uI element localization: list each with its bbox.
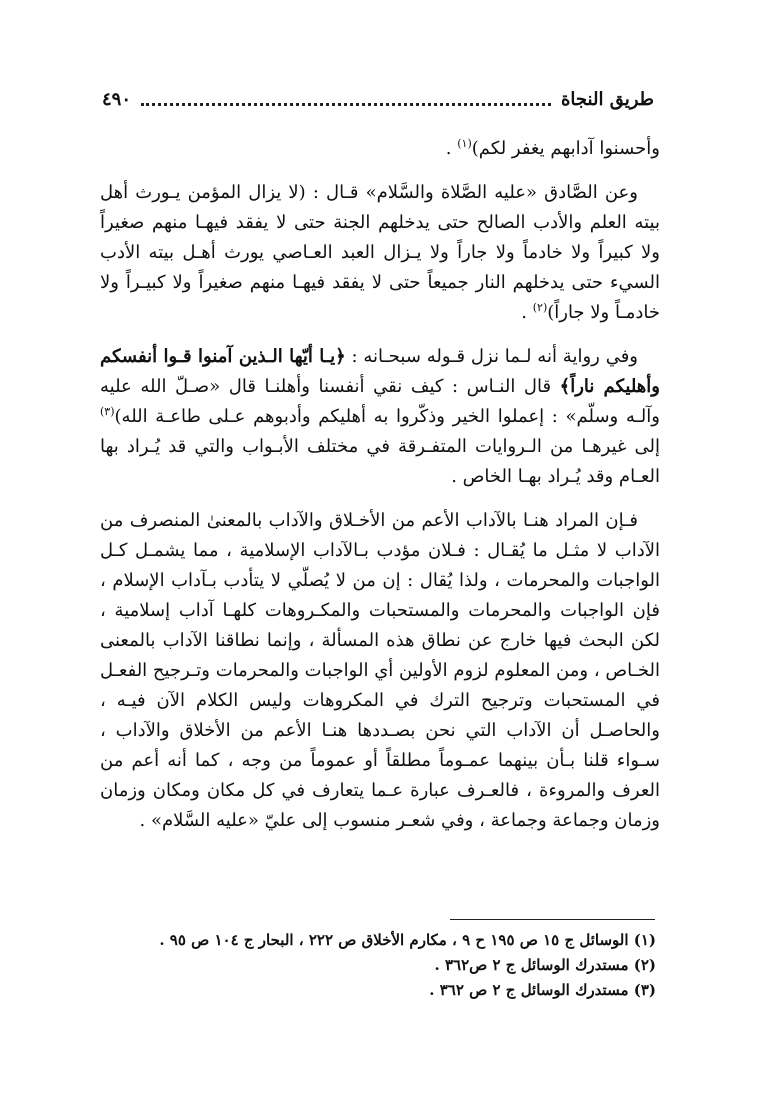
- paragraph-text: وعن الصَّادق «عليه الصَّلاة والسَّلام» قـال : (لا يزال المؤمن يـورث أهل بيته العلم والأدب الصالح حتى يدخلهم الجنة حتى لا يفقد فيهـا منهم صغيراً ولا كبيراً ولا خادماً ولا جاراً ولا يـزال العبد العـاصي يورث أهـل بيته الأدب السيء حتى يدخلهم النار جميعاً حتى لا يفقد فيهـا منهم صغيراً ولا كبيـراً ولا خادمـاً ولا جاراً): [100, 182, 660, 323]
- running-header: [102, 84, 654, 114]
- paragraph-tail: .: [445, 138, 458, 159]
- leader-dots: [141, 101, 551, 106]
- paragraph-text: فـإن المراد هنـا بالآداب الأعم من الأخـلاق والآداب بالمعنىٰ المنصرف من الآداب لا مثـل ما يُقـال : فـلان مؤدب بـالآداب الإسلامية ، مما يشمـل كـل الواجبات والمحرمات ، ولذا يُقال : إن من لا يُصلّي لا يتأدب بـآداب الإسلام ، فإن الواجبات والمحرمات والمستحبات والمكـروهات كلهـا آداب إسلامية ، لكن البحث فيها خارج عن نطاق هذه المسألة ، وإنما نطاقنا الآداب بالمعنى الخـاص ، ومن المعلوم لزوم الأولين أي الواجبات والمحرمات وتـرجيح الفعـل في المستحبات وترجيح الترك في المكروهات وليس الكلام الآن فيـه ، والحاصـل أن الآداب التي نحن بصـددها هنـا الأعم من الأخلاق والآداب ، سـواء قلنا بـأن بينهما عمـوماً مطلقاً أو عموماً من وجه ، كما أنه أعم من العرف والمروءة ، فالعـرف عبارة عـما يتعارف في كل مكان ومكان وزمان وزمان وجماعة وجماعة ، وفي شعـر منسوب إلى عليّ «عليه السَّلام» .: [100, 510, 660, 831]
- paragraph-text: وأحسنوا آدابهم يغفر لكم): [471, 138, 660, 159]
- paragraph-tail: .: [521, 302, 533, 323]
- paragraph-lead: وفي رواية أنه لـما نزل قـوله سبحـانه :: [345, 346, 638, 367]
- footnote-1: (١) الوسائل ج ١٥ ص ١٩٥ ح ٩ ، مكارم الأخلاق ص ٢٢٢ ، البحار ج ١٠٤ ص ٩٥ .: [159, 931, 656, 949]
- footnote-2: (٢) مستدرك الوسائل ج ٢ ص٣٦٢ .: [434, 956, 656, 974]
- paragraph-3: [100, 342, 660, 492]
- footnote-ref-1: (١): [457, 137, 472, 150]
- footnote-separator: [450, 919, 655, 920]
- page-number: ٤٩٠: [102, 88, 132, 110]
- footnotes: [100, 928, 656, 1003]
- paragraph-text: قال النـاس : كيف نقي أنفسنا وأهلنـا قال «صـلّ الله عليه وآلـه وسلّم» : إعملوا الخير وذكّروا به أهليكم وأدبوهم عـلى طاعـة الله): [100, 376, 660, 427]
- book-title: طريق النجاة: [561, 88, 654, 110]
- paragraph-2: [100, 178, 660, 328]
- paragraph-4: [100, 506, 660, 836]
- footnote-ref-3: (٣): [100, 405, 115, 418]
- quran-verse: ﴿يـا أيّها الـذين آمنوا قـوا أنفسكم وأهليكم ناراً﴾: [100, 346, 660, 397]
- footnote-3: (٣) مستدرك الوسائل ج ٢ ص ٣٦٢ .: [429, 981, 656, 999]
- footnote-ref-2: (٢): [532, 301, 548, 314]
- main-text: [100, 134, 660, 836]
- paragraph-tail: إلى غيرهـا من الـروايات المتفـرقة في مختلف الأبـواب والتي قد يُـراد بها العـام وقد يُـراد بهـا الخاص .: [100, 436, 660, 487]
- paragraph-1: [100, 134, 660, 164]
